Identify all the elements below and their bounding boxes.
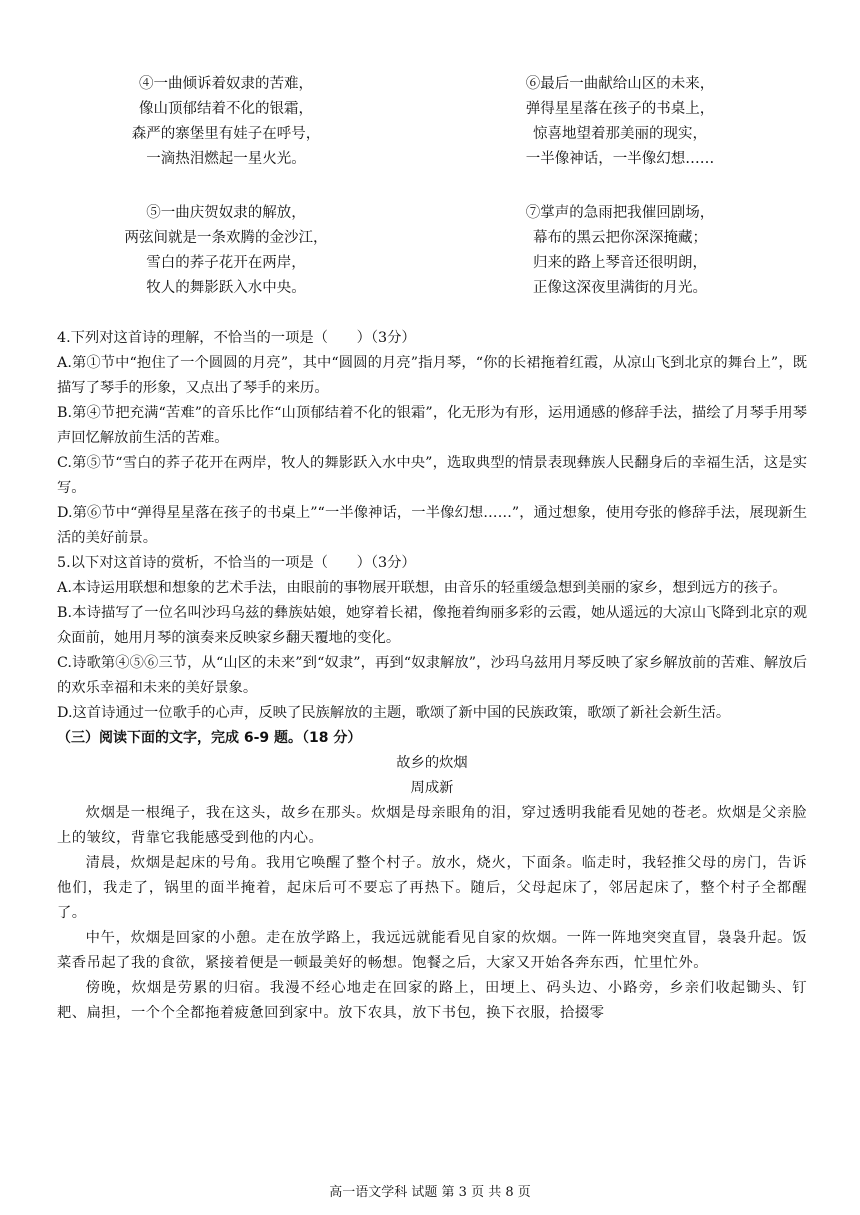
page-footer: 高一语文学科 试题 第 3 页 共 8 页 xyxy=(329,1185,531,1200)
poem-line: 两弦间就是一条欢腾的金沙江， xyxy=(124,230,328,246)
poem-line: 幕布的黑云把你深深掩藏； xyxy=(533,230,707,246)
poem-line: ⑦掌声的急雨把我催回剧场， xyxy=(525,205,715,221)
poem-line: 弹得星星落在孩子的书桌上， xyxy=(525,101,715,117)
question-4-option-c: C.第⑤节“雪白的荞子花开在两岸，牧人的舞影跃入水中央”，选取典型的情景表现彝族人民翻身后的幸福生活，这是实写。 xyxy=(57,455,807,496)
poem-line: 归来的路上琴音还很明朗， xyxy=(533,255,707,271)
question-5-option-a: A.本诗运用联想和想象的艺术手法，由眼前的事物展开联想，由音乐的轻重缓急想到美丽的家乡，想到远方的孩子。 xyxy=(57,580,787,596)
question-4-option-b: B.第④节把充满“苦难”的音乐比作“山顶郁结着不化的银霜”，化无形为有形，运用通感的修辞手法，描绘了月琴手用琴声回忆解放前生活的苦难。 xyxy=(57,405,807,446)
poem-line: 牧人的舞影跃入水中央。 xyxy=(146,280,306,296)
poem-line: ⑤一曲庆贺奴隶的解放， xyxy=(146,205,306,221)
poem-line: ④一曲倾诉着奴隶的苦难， xyxy=(139,76,313,92)
question-5-option-b: B.本诗描写了一位名叫沙玛乌兹的彝族姑娘，她穿着长裙，像拖着绚丽多彩的云霞，她从遥远的大凉山飞降到北京的观众面前，她用月琴的演奏来反映家乡翻天覆地的变化。 xyxy=(57,605,807,646)
question-5-option-d: D.这首诗通过一位歌手的心声，反映了民族解放的主题，歌颂了新中国的民族政策，歌颂了新社会新生活。 xyxy=(57,705,731,721)
question-content xyxy=(57,326,807,1026)
question-4-option-a: A.第①节中“抱住了一个圆圆的月亮”，其中“圆圆的月亮”指月琴，“你的长裙拖着红霞，从凉山飞到北京的舞台上”，既描写了琴手的形象，又点出了琴手的来历。 xyxy=(57,355,807,396)
article-title: 故乡的炊烟 xyxy=(396,755,468,771)
poem-line: 一半像神话，一半像幻想…… xyxy=(525,151,715,167)
poem-stanza-7 xyxy=(470,201,770,301)
article-paragraph: 傍晚，炊烟是劳累的归宿。我漫不经心地走在回家的路上，田埂上、码头边、小路旁，乡亲们收起锄头、钉耙、扁担，一个个全都拖着疲惫回到家中。放下农具，放下书包，换下衣服，拾掇零 xyxy=(57,980,807,1021)
poem-line: 一滴热泪燃起一星火光。 xyxy=(146,151,306,167)
poem-stanza-6 xyxy=(470,72,770,172)
poem-line: ⑥最后一曲献给山区的未来， xyxy=(525,76,715,92)
question-4-option-d: D.第⑥节中“弹得星星落在孩子的书桌上”“一半像神话，一半像幻想……”，通过想象，使用夸张的修辞手法，展现新生活的美好前景。 xyxy=(57,505,807,546)
poem-stanza-4 xyxy=(76,72,376,172)
question-5-stem: 5.以下对这首诗的赏析，不恰当的一项是（ ）（3分） xyxy=(57,555,416,571)
article-paragraph: 炊烟是一根绳子，我在这头，故乡在那头。炊烟是母亲眼角的泪，穿过透明我能看见她的苍老。炊烟是父亲脸上的皱纹，背靠它我能感受到他的内心。 xyxy=(57,805,807,846)
article-author: 周成新 xyxy=(410,780,454,796)
section-heading: （三）阅读下面的文字，完成 6-9 题。（18 分） xyxy=(57,730,362,746)
article-paragraph: 清晨，炊烟是起床的号角。我用它唤醒了整个村子。放水，烧火，下面条。临走时，我轻推父母的房门，告诉他们，我走了，锅里的面半掩着，起床后可不要忘了再热下。随后，父母起床了，邻居起床了，整个村子全都醒了。 xyxy=(57,855,807,921)
poem-line: 惊喜地望着那美丽的现实， xyxy=(533,126,707,142)
poem-stanza-5 xyxy=(76,201,376,301)
poem-line: 像山顶郁结着不化的银霜， xyxy=(139,101,313,117)
poem-line: 正像这深夜里满街的月光。 xyxy=(533,280,707,296)
question-5-option-c: C.诗歌第④⑤⑥三节，从“山区的未来”到“奴隶”，再到“奴隶解放”，沙玛乌兹用月琴反映了家乡解放前的苦难、解放后的欢乐幸福和未来的美好景象。 xyxy=(57,655,807,696)
article-paragraph: 中午，炊烟是回家的小憩。走在放学路上，我远远就能看见自家的炊烟。一阵一阵地突突直冒，袅袅升起。饭菜香吊起了我的食欲，紧接着便是一顿最美好的畅想。饱餐之后，大家又开始各奔东西，忙里忙外。 xyxy=(57,930,807,971)
poem-line: 森严的寨堡里有娃子在呼号， xyxy=(131,126,321,142)
poem-line: 雪白的荞子花开在两岸， xyxy=(146,255,306,271)
question-4-stem: 4.下列对这首诗的理解，不恰当的一项是（ ）（3分） xyxy=(57,330,416,346)
